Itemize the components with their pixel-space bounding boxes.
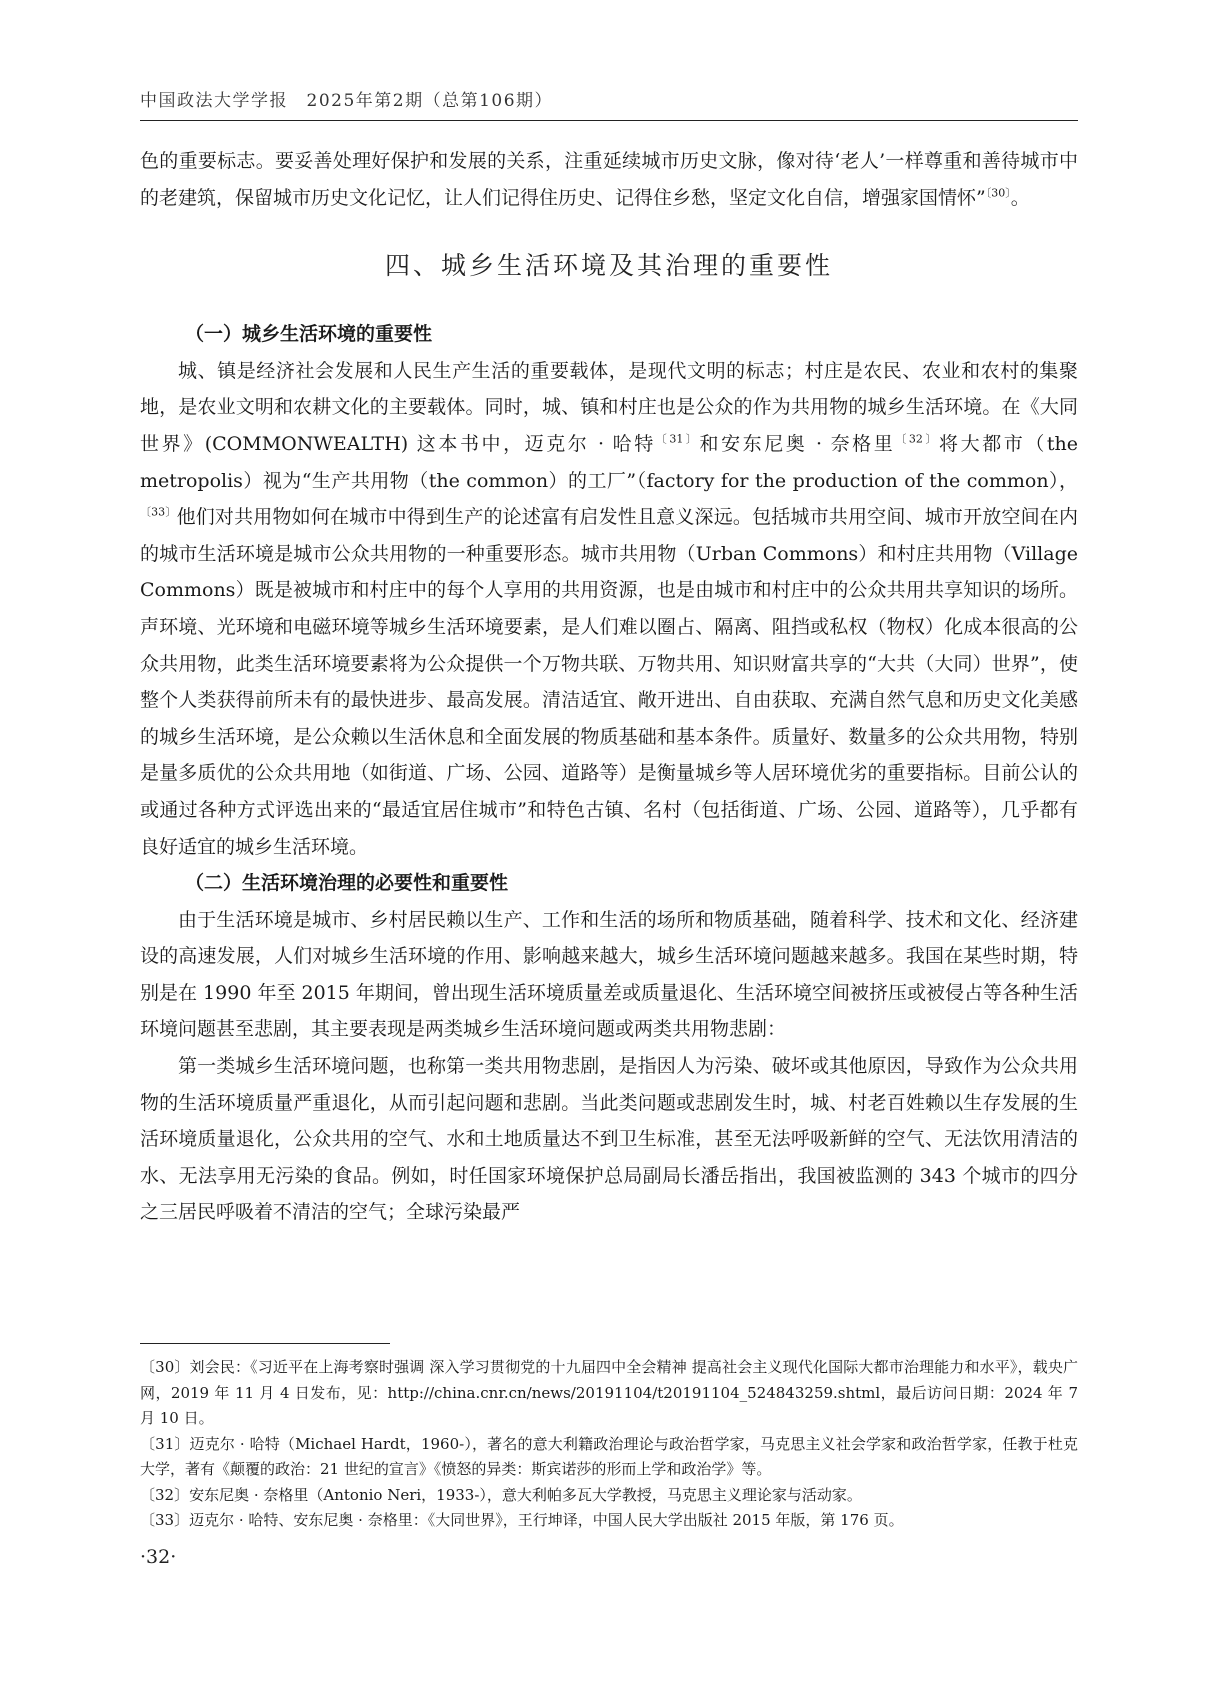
footnote-33: 〔33〕迈克尔 · 哈特、安东尼奥 · 奈格里：《大同世界》，王行坤译，中国人民大学出版社 2015 年版，第 176 页。 [140,1511,904,1529]
subsection-2-paragraph-1: 由于生活环境是城市、乡村居民赖以生产、工作和生活的场所和物质基础，随着科学、技术和文化、经济建设的高速发展，人们对城乡生活环境的作用、影响越来越大，城乡生活环境问题越来越多。我国在某些时期，特别是在 1990 年至 2015 年期间，曾出现生活环境质量差或质量退化、生活环境空间被挤压或被侵占等各种生活环境问题甚至悲剧，其主要表现是两类城乡生活环境问题或两类共用物悲剧： [140,908,1078,1041]
paragraph-segment: 城、镇是经济社会发展和人民生产生活的重要载体，是现代文明的标志；村庄是农民、农业和农村的集聚地，是农业文明和农耕文化的主要载体。同时，城、镇和村庄也是公众的作为共用物的城乡生活环境。在《大同世界》(COMMONWEALTH) 这本书中，迈克尔 · 哈特 [140,359,1078,455]
subsection-2-paragraph-2: 第一类城乡生活环境问题，也称第一类共用物悲剧，是指因人为污染、破坏或其他原因，导致作为公众共用物的生活环境质量严重退化，从而引起问题和悲剧。当此类问题或悲剧发生时，城、村老百姓赖以生存发展的生活环境质量退化，公众共用的空气、水和土地质量达不到卫生标准，甚至无法呼吸新鲜的空气、无法饮用清洁的水、无法享用无污染的食品。例如，时任国家环境保护总局副局长潘岳指出，我国被监测的 343 个城市的四分之三居民呼吸着不清洁的空气；全球污染最严 [140,1055,1078,1224]
footnote-30: 〔30〕刘会民：《习近平在上海考察时强调 深入学习贯彻党的十九届四中全会精神 提高社会主义现代化国际大都市治理能力和水平》，载央广网，2019 年 11 月 4 日发布，见：http://china.cnr.cn/news/20191104/t20191104_524843259.shtml，最后访问日期：2024 年 7 月 10 日。 [140,1358,1078,1427]
footnote-ref-32[interactable]: 〔32〕 [895,432,940,446]
body-text [140,143,1078,1231]
footnote-32: 〔32〕安东尼奥 · 奈格里（Antonio Neri，1933-），意大利帕多瓦大学教授，马克思主义理论家与活动家。 [140,1485,862,1504]
opening-paragraph-text: 色的重要标志。要妥善处理好保护和发展的关系，注重延续城市历史文脉，像对待‘老人’一样尊重和善待城市中的老建筑，保留城市历史文化记忆，让人们记得住历史、记得住乡愁，坚定文化自信，增强家国情怀” [140,150,1078,209]
subsection-heading-2: （二）生活环境治理的必要性和重要性 [185,872,509,895]
footnote-ref-30[interactable]: 〔30〕 [985,186,1011,200]
subsection-1-paragraph [140,353,1078,865]
footnotes [140,1355,1078,1534]
paragraph-segment: 和安东尼奥 · 奈格里 [699,432,896,455]
footnote-ref-33[interactable]: 〔33〕 [140,505,177,519]
section-title: 四、城乡生活环境及其治理的重要性 [384,251,833,281]
footnote-31: 〔31〕迈克尔 · 哈特（Michael Hardt，1960-），著名的意大利籍政治理论与政治哲学家，马克思主义社会学家和政治哲学家，任教于杜克大学，著有《颠覆的政治：21 世纪的宣言》《愤怒的异类：斯宾诺莎的形而上学和政治学》等。 [140,1434,1078,1478]
opening-paragraph-tail: 。 [1010,186,1030,209]
paragraph-segment: 他们对共用物如何在城市中得到生产的论述富有启发性且意义深远。包括城市共用空间、城市开放空间在内的城市生活环境是城市公众共用物的一种重要形态。城市共用物（Urban Commons）和村庄共用物（Village Commons）既是被城市和村庄中的每个人享用的共用资源，也是由城市和村庄中的公众共用共享知识的场所。声环境、光环境和电磁环境等城乡生活环境要素，是人们难以圈占、隔离、阻挡或私权（物权）化成本很高的公众共用物，此类生活环境要素将为公众提供一个万物共联、万物共用、知识财富共享的“大共（大同）世界”，使整个人类获得前所未有的最快进步、最高发展。清洁适宜、敞开进出、自由获取、充满自然气息和历史文化美感的城乡生活环境，是公众赖以生活休息和全面发展的物质基础和基本条件。质量好、数量多的公众共用物，特别是量多质优的公众共用地（如街道、广场、公园、道路等）是衡量城乡等人居环境优劣的重要指标。目前公认的或通过各种方式评选出来的“最适宜居住城市”和特色古镇、名村（包括街道、广场、公园、道路等），几乎都有良好适宜的城乡生活环境。 [140,506,1078,858]
running-header: 中国政法大学学报 2025年第2期（总第106期） [140,91,554,111]
header-rule [140,120,1078,121]
page-number: ·32· [140,1546,177,1568]
subsection-heading-1: （一）城乡生活环境的重要性 [185,323,433,346]
opening-paragraph [140,143,1078,216]
footnote-ref-31[interactable]: 〔31〕 [655,432,700,446]
footnote-rule [140,1343,390,1344]
paragraph-segment: 将大都市（the metropolis）视为“生产共用物（the common）的工厂”（factory for the production of the common）， [140,432,1079,492]
